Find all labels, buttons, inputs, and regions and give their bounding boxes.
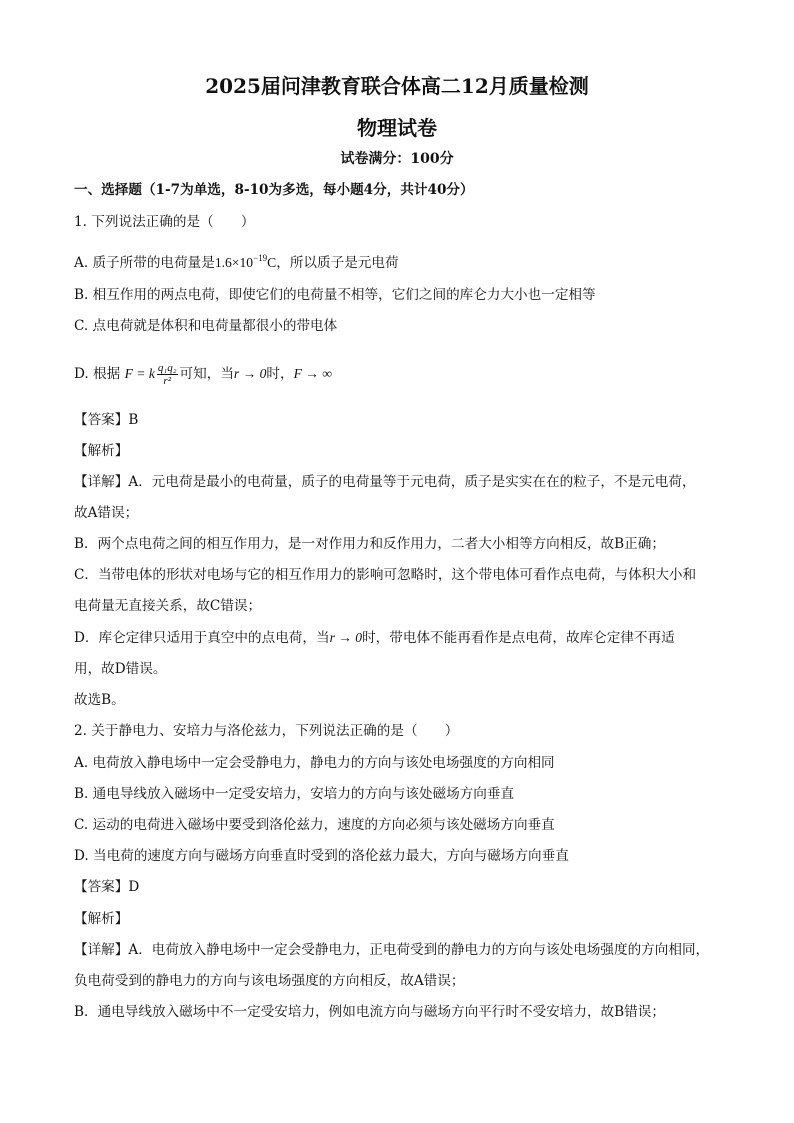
full-score: 试卷满分：100分 — [340, 151, 454, 167]
q2-analysis: 【解析】 — [74, 911, 129, 927]
q1-option-a — [74, 249, 734, 272]
q1-d-prefix: D. 根据 — [74, 366, 121, 382]
q1-a-value: 1.6×10 — [214, 255, 254, 270]
q1-d-cond: r → 0 — [233, 366, 267, 381]
q1-option-b: B. 相互作用的两点电荷，即使它们的电荷量不相等，它们之间的库仑力大小也一定相等 — [74, 287, 596, 303]
subject-title: 物理试卷 — [357, 116, 437, 140]
q1-d-frac-den: r² — [163, 375, 172, 387]
q1-d-frac-num: q₁q₂ — [157, 362, 177, 374]
q1-option-c: C. 点电荷就是体积和电荷量都很小的带电体 — [74, 318, 338, 334]
q2-option-a: A. 电荷放入静电场中一定会受静电力，静电力的方向与该处电场强度的方向相同 — [74, 755, 555, 771]
q1-a-unit: C — [267, 255, 277, 270]
q1-detail-3: B．两个点电荷之间的相互作用力，是一对作用力和反作用力，二者大小相等方向相反，故B正确； — [74, 536, 665, 552]
q1-d-mid: 可知，当 — [179, 366, 234, 382]
q2-stem: 2. 关于静电力、安培力与洛伦兹力，下列说法正确的是（ ） — [74, 723, 459, 739]
q1-detail-2: 故A错误； — [74, 505, 139, 521]
q2-option-d: D. 当电荷的速度方向与磁场方向垂直时受到的洛伦兹力最大，方向与磁场方向垂直 — [74, 848, 569, 864]
q1-detail-7: 用，故D错误。 — [74, 661, 167, 677]
q1-stem: 1. 下列说法正确的是（ ） — [74, 214, 255, 230]
q2-detail-3: B．通电导线放入磁场中不一定受安培力，例如电流方向与磁场方向平行时不受安培力，故B错误； — [74, 1004, 665, 1020]
q2-answer: 【答案】D — [74, 879, 140, 895]
q1-detail-6 — [74, 629, 734, 647]
q1-detail-4: C．当带电体的形状对电场与它的相互作用力的影响可忽略时，这个带电体可看作点电荷，与体积大小和 — [74, 567, 697, 583]
q1-a-suffix: ，所以质子是元电荷 — [276, 255, 399, 271]
q1-analysis: 【解析】 — [74, 443, 129, 459]
q1-d-mid2: 时， — [266, 366, 294, 382]
q2-detail-1: 【详解】A．电荷放入静电场中一定会受静电力，正电荷受到的静电力的方向与该处电场强度的方向相同， — [74, 942, 710, 958]
q1-detail-5: 电荷量无直接关系，故C错误； — [74, 598, 262, 614]
q2-option-c: C. 运动的电荷进入磁场中要受到洛伦兹力，速度的方向必须与该处磁场方向垂直 — [74, 817, 555, 833]
q1-conclusion: 故选B。 — [74, 692, 125, 708]
q1-d-result: F → ∞ — [293, 366, 332, 381]
q1-detail-6-prefix: D．库仑定律只适用于真空中的点电荷，当 — [74, 630, 330, 646]
exam-title: 2025届问津教育联合体高二12月质量检测 — [205, 74, 589, 98]
q1-detail-1: 【详解】A．元电荷是最小的电荷量，质子的电荷量等于元电荷，质子是实实在在的粒子，不是元电荷， — [74, 474, 696, 490]
q2-detail-2: 负电荷受到的静电力的方向与该电场强度的方向相反，故A错误； — [74, 973, 465, 989]
q1-option-d — [74, 362, 734, 387]
q1-detail-6-cond: r → 0 — [329, 630, 363, 645]
q1-detail-6-suffix: 时，带电体不能再看作是点电荷，故库仑定律不再适 — [362, 630, 675, 646]
q1-a-exp: −19 — [253, 253, 268, 263]
section-heading: 一、选择题（1-7为单选，8-10为多选，每小题4分，共计40分） — [74, 182, 474, 198]
q1-d-formula-lhs: F = k — [124, 366, 155, 381]
q1-a-prefix: A. 质子所带的电荷量是 — [74, 255, 215, 271]
q1-d-fraction — [157, 362, 178, 387]
q1-answer: 【答案】B — [74, 412, 139, 428]
q2-option-b: B. 通电导线放入磁场中一定受安培力，安培力的方向与该处磁场方向垂直 — [74, 786, 515, 802]
